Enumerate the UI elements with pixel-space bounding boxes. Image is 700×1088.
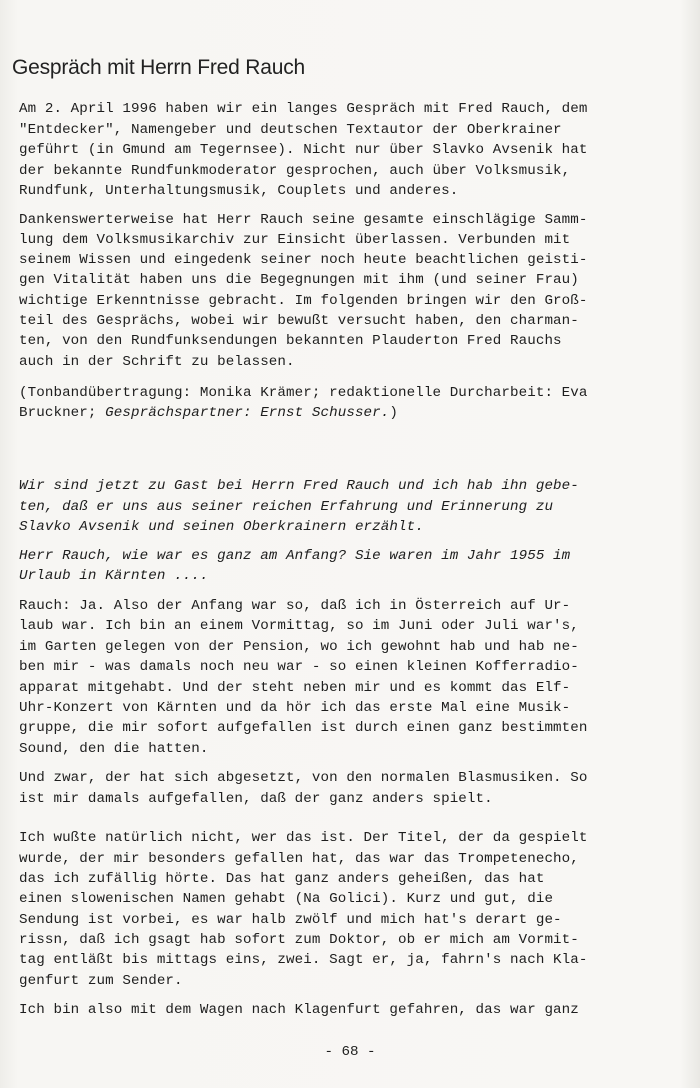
answer-line: tag entläßt bis mittags eins, zwei. Sagt er, ja, fahrn's nach Kla- [19, 952, 588, 968]
answer-line: Sendung ist vorbei, es war halb zwölf und mich hat's derart ge- [19, 912, 562, 928]
question-line: Wir sind jetzt zu Gast bei Herrn Fred Rauch und ich hab ihn gebe- [19, 478, 579, 494]
answer-line: einen slowenischen Namen gehabt (Na Golici). Kurz und gut, die [19, 891, 554, 907]
question-line: Slavko Avsenik und seinen Oberkrainern erzählt. [19, 519, 424, 535]
answer-line: im Garten gelegen von der Pension, wo ich gewohnt hab und hab ne- [19, 639, 579, 655]
text-line: auch in der Schrift zu belassen. [19, 354, 295, 370]
answer-line: Rauch: Ja. Also der Anfang war so, daß ich in Österreich auf Ur- [19, 598, 571, 614]
text-line: Am 2. April 1996 haben wir ein langes Gespräch mit Fred Rauch, dem [19, 101, 588, 117]
answer-line: das ich zufällig hörte. Das hat ganz anders geheißen, das hat [19, 871, 545, 887]
text-line: Rundfunk, Unterhaltungsmusik, Couplets und anderes. [19, 183, 459, 199]
question-line: ten, daß er uns aus seiner reichen Erfahrung und Erinnerung zu [19, 499, 554, 515]
text-line: der bekannte Rundfunkmoderator gesprochen, auch über Volksmusik, [19, 163, 571, 179]
answer-line: laub war. Ich bin an einem Vormittag, so im Juni oder Juli war's, [19, 618, 579, 634]
answer-line: Ich wußte natürlich nicht, wer das ist. Der Titel, der da gespielt [19, 830, 588, 846]
answer-line: ist mir damals aufgefallen, daß der ganz anders spielt. [19, 791, 493, 807]
credits-line: (Tonbandübertragung: Monika Krämer; redaktionelle Durcharbeit: Eva [19, 385, 588, 401]
credits-text: Bruckner; [19, 405, 106, 421]
answer-line: ben mir - was damals noch neu war - so einen kleinen Kofferradio- [19, 659, 579, 675]
text-line: wichtige Erkenntnisse gebracht. Im folgenden bringen wir den Groß- [19, 293, 588, 309]
answer-line: Sound, den die hatten. [19, 741, 209, 757]
page-number: - 68 - [324, 1044, 376, 1060]
text-line: gen Vitalität haben uns die Begegnungen mit ihm (und seiner Frau) [19, 272, 579, 288]
answer-line: genfurt zum Sender. [19, 973, 183, 989]
page-title: Gespräch mit Herrn Fred Rauch [12, 56, 305, 79]
answer-line: wurde, der mir besonders gefallen hat, das war das Trompetenecho, [19, 851, 579, 867]
question-line: Herr Rauch, wie war es ganz am Anfang? Sie waren im Jahr 1955 im [19, 548, 571, 564]
question-line: Urlaub in Kärnten .... [19, 568, 209, 584]
answer-line: apparat mitgehabt. Und der steht neben mir und es kommt das Elf- [19, 680, 571, 696]
text-line: teil des Gesprächs, wobei wir bewußt versucht haben, den charman- [19, 313, 579, 329]
answer-line: Uhr-Konzert von Kärnten und da hör ich das erste Mal eine Musik- [19, 700, 571, 716]
answer-line: gruppe, die mir sofort aufgefallen ist durch einen ganz bestimmten [19, 720, 588, 736]
credits-partner: Gesprächspartner: Ernst Schusser. [105, 405, 390, 421]
answer-line: Ich bin also mit dem Wagen nach Klagenfurt gefahren, das war ganz [19, 1002, 579, 1018]
text-line: seinem Wissen und eingedenk seiner noch heute beachtlichen geisti- [19, 252, 588, 268]
text-line: geführt (in Gmund am Tegernsee). Nicht nur über Slavko Avsenik hat [19, 142, 588, 158]
credits-close: ) [389, 405, 399, 421]
answer-line: rissn, daß ich gsagt hab sofort zum Doktor, ob er mich am Vormit- [19, 932, 579, 948]
credits-line [19, 403, 398, 423]
answer-line: Und zwar, der hat sich abgesetzt, von den normalen Blasmusiken. So [19, 770, 588, 786]
text-line: lung dem Volksmusikarchiv zur Einsicht überlassen. Verbunden mit [19, 232, 571, 248]
text-line: ten, von den Rundfunksendungen bekannten Plauderton Fred Rauchs [19, 333, 562, 349]
text-line: "Entdecker", Namengeber und deutschen Textautor der Oberkrainer [19, 122, 562, 138]
text-line: Dankenswerterweise hat Herr Rauch seine gesamte einschlägige Samm- [19, 212, 588, 228]
